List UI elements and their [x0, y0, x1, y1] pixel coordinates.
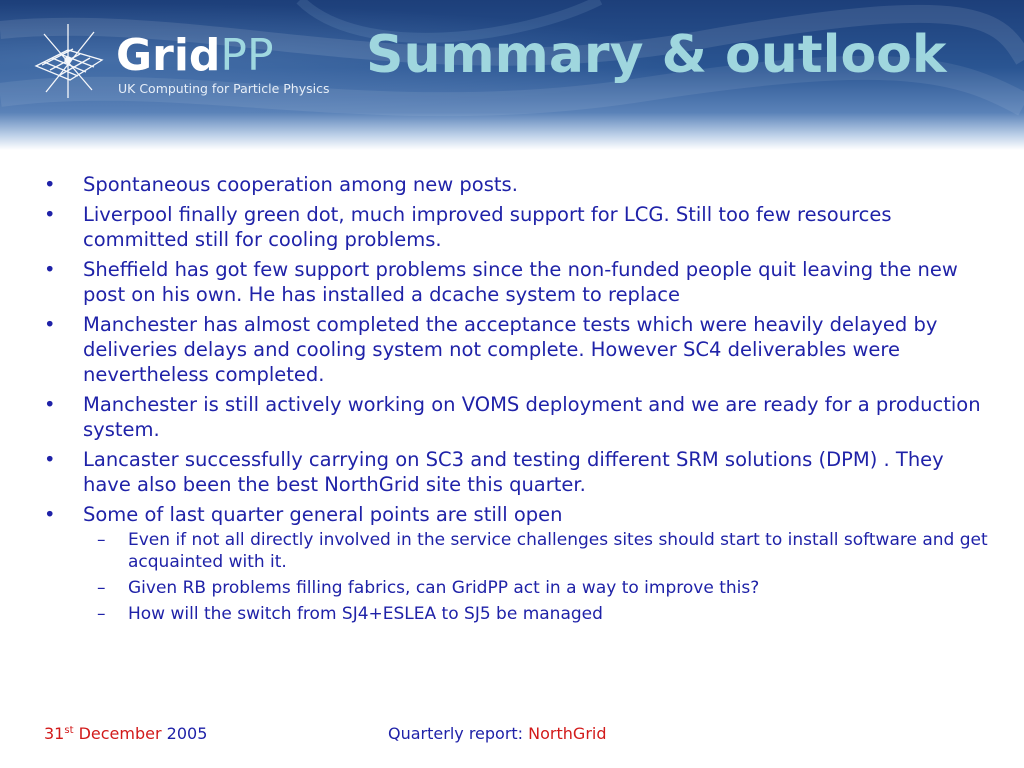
sub-bullet-text: Given RB problems filling fabrics, can GridPP act in a way to improve this?	[128, 578, 760, 598]
footer-report-label: Quarterly report:	[388, 724, 524, 743]
sub-list-item	[83, 577, 990, 599]
list-item	[40, 202, 990, 252]
gridpp-logo-icon	[28, 20, 110, 102]
list-item	[40, 257, 990, 307]
header-banner	[0, 0, 1024, 150]
bullet-text: Manchester has almost completed the acceptance tests which were heavily delayed by deliveries delays and cooling system not complete. However SC4 deliverables were nevertheless completed.	[83, 313, 938, 386]
list-item	[40, 312, 990, 387]
bullet-text: Spontaneous cooperation among new posts.	[83, 173, 518, 196]
bullet-marker: •	[44, 448, 56, 471]
slide-title: Summary & outlook	[366, 25, 947, 85]
bullet-text: Lancaster successfully carrying on SC3 and testing different SRM solutions (DPM) . They have also been the best NorthGrid site this quarter.	[83, 448, 944, 496]
logo-wordmark	[116, 30, 274, 81]
footer-date	[44, 724, 207, 743]
footer-month: December	[78, 724, 162, 743]
dash-marker: –	[97, 604, 106, 624]
bullet-text: Manchester is still actively working on VOMS deployment and we are ready for a production system.	[83, 393, 981, 441]
sub-bullet-list	[83, 529, 990, 625]
sub-list-item	[83, 529, 990, 573]
bullet-text: Sheffield has got few support problems since the non-funded people quit leaving the new post on his own. He has installed a dcache system to replace	[83, 258, 958, 306]
list-item	[40, 502, 990, 625]
logo-wordmark-pp: PP	[220, 30, 274, 81]
dash-marker: –	[97, 578, 106, 598]
footer-day-suffix: st	[64, 725, 74, 736]
footer-year: 2005	[166, 724, 208, 743]
bullet-text: Some of last quarter general points are still open	[83, 503, 563, 526]
logo-wordmark-grid: Grid	[116, 30, 221, 81]
logo-tagline: UK Computing for Particle Physics	[118, 81, 330, 96]
bullet-marker: •	[44, 503, 56, 526]
footer-report	[388, 724, 607, 743]
sub-bullet-text: How will the switch from SJ4+ESLEA to SJ5 be managed	[128, 604, 603, 624]
bullet-marker: •	[44, 393, 56, 416]
list-item	[40, 447, 990, 497]
footer-day: 31	[44, 724, 65, 743]
list-item	[40, 172, 990, 197]
sub-bullet-text: Even if not all directly involved in the service challenges sites should start to install software and get acquainted with it.	[128, 530, 988, 572]
bullet-marker: •	[44, 258, 56, 281]
footer-report-name: NorthGrid	[528, 724, 607, 743]
bullet-text: Liverpool finally green dot, much improved support for LCG. Still too few resources committed still for cooling problems.	[83, 203, 892, 251]
bullet-marker: •	[44, 313, 56, 336]
bullet-list	[40, 172, 990, 625]
dash-marker: –	[97, 530, 106, 550]
sub-list-item	[83, 603, 990, 625]
slide-body	[40, 172, 990, 630]
bullet-marker: •	[44, 173, 56, 196]
list-item	[40, 392, 990, 442]
bullet-marker: •	[44, 203, 56, 226]
